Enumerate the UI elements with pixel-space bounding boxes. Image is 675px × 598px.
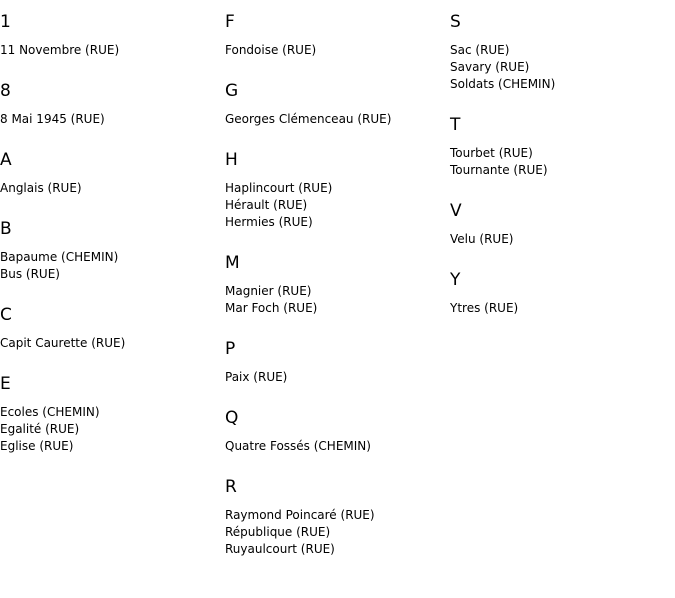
- street-name: Sac (RUE): [450, 43, 510, 57]
- street-list: [225, 438, 445, 455]
- street-list: [225, 111, 445, 128]
- letter-section: [0, 304, 220, 352]
- letter-heading: T: [450, 115, 461, 135]
- street-name: Savary (RUE): [450, 60, 530, 74]
- street-name: Soldats (CHEMIN): [450, 77, 556, 91]
- street-name: Mar Foch (RUE): [225, 301, 318, 315]
- street-name: Georges Clémenceau (RUE): [225, 112, 392, 126]
- street-name: Eglise (RUE): [0, 439, 74, 453]
- letter-heading: B: [0, 219, 12, 239]
- street-name: Tournante (RUE): [450, 163, 548, 177]
- street-name: Hermies (RUE): [225, 215, 313, 229]
- letter-section: [0, 149, 220, 197]
- letter-section: [450, 11, 670, 93]
- letter-section: [225, 80, 445, 128]
- letter-section: [0, 80, 220, 128]
- street-list: [225, 283, 445, 317]
- street-name: Hérault (RUE): [225, 198, 308, 212]
- street-list: [225, 180, 445, 231]
- letter-heading: H: [225, 150, 238, 170]
- letter-section: [225, 407, 445, 455]
- street-list: [225, 507, 445, 558]
- street-list: [0, 249, 220, 283]
- letter-section: [225, 476, 445, 558]
- letter-heading: R: [225, 477, 237, 497]
- street-name: Raymond Poincaré (RUE): [225, 508, 375, 522]
- street-list: [450, 42, 670, 93]
- letter-section: [225, 252, 445, 317]
- street-list: [0, 404, 220, 455]
- street-list: [0, 180, 220, 197]
- letter-heading: 8: [0, 81, 11, 101]
- letter-section: [0, 11, 220, 59]
- letter-section: [450, 114, 670, 179]
- letter-section: [225, 11, 445, 59]
- index-column: [0, 11, 220, 476]
- street-name: 11 Novembre (RUE): [0, 43, 120, 57]
- letter-heading: E: [0, 374, 11, 394]
- street-name: Ytres (RUE): [450, 301, 519, 315]
- letter-section: [225, 149, 445, 231]
- letter-heading: A: [0, 150, 12, 170]
- street-name: République (RUE): [225, 525, 331, 539]
- street-name: Anglais (RUE): [0, 181, 82, 195]
- street-name: Ecoles (CHEMIN): [0, 405, 100, 419]
- street-name: Paix (RUE): [225, 370, 288, 384]
- street-list: [450, 300, 670, 317]
- street-name: Haplincourt (RUE): [225, 181, 333, 195]
- letter-heading: S: [450, 12, 461, 32]
- street-name: Capit Caurette (RUE): [0, 336, 126, 350]
- letter-heading: V: [450, 201, 462, 221]
- street-list: [0, 335, 220, 352]
- street-name: Ruyaulcourt (RUE): [225, 542, 335, 556]
- street-list: [0, 111, 220, 128]
- letter-section: [450, 269, 670, 317]
- street-name: Egalité (RUE): [0, 422, 80, 436]
- street-name: Bus (RUE): [0, 267, 60, 281]
- index-column: [225, 11, 445, 579]
- street-name: Bapaume (CHEMIN): [0, 250, 119, 264]
- street-list: [450, 145, 670, 179]
- street-name: Velu (RUE): [450, 232, 514, 246]
- street-name: Quatre Fossés (CHEMIN): [225, 439, 371, 453]
- letter-heading: M: [225, 253, 240, 273]
- street-name: Fondoise (RUE): [225, 43, 317, 57]
- street-name: 8 Mai 1945 (RUE): [0, 112, 105, 126]
- letter-heading: Y: [450, 270, 461, 290]
- letter-heading: F: [225, 12, 235, 32]
- index-column: [450, 11, 670, 338]
- street-list: [225, 369, 445, 386]
- letter-heading: G: [225, 81, 239, 101]
- street-name: Magnier (RUE): [225, 284, 312, 298]
- letter-heading: C: [0, 305, 12, 325]
- street-list: [0, 42, 220, 59]
- letter-heading: Q: [225, 408, 239, 428]
- street-list: [450, 231, 670, 248]
- letter-heading: 1: [0, 12, 11, 32]
- letter-section: [225, 338, 445, 386]
- letter-heading: P: [225, 339, 236, 359]
- letter-section: [0, 218, 220, 283]
- letter-section: [450, 200, 670, 248]
- street-name: Tourbet (RUE): [450, 146, 533, 160]
- street-list: [225, 42, 445, 59]
- letter-section: [0, 373, 220, 455]
